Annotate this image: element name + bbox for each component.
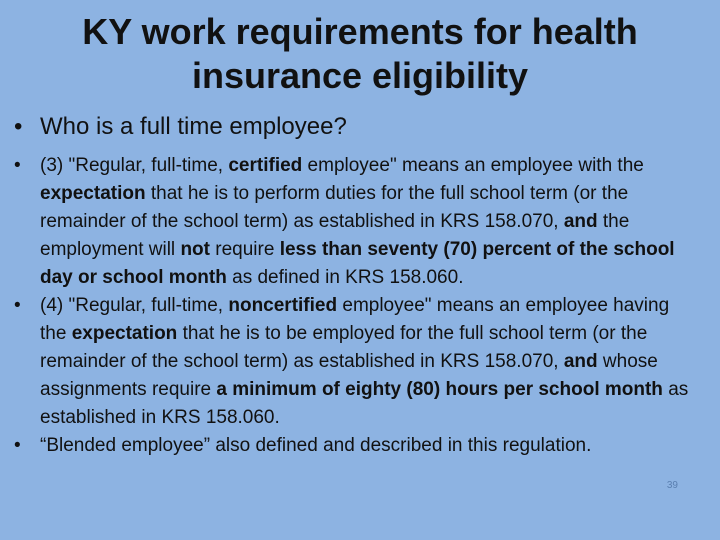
bold-run: expectation — [40, 183, 146, 204]
text-run: employee" means an employee having the — [40, 295, 670, 344]
bullet-list — [14, 112, 698, 460]
bold-run: expectation — [71, 323, 178, 344]
text-run: that he is to perform duties for the full school term (or the remainder of the school term) as established in KRS 158.070, — [40, 183, 629, 232]
bullet-icon: • — [14, 435, 21, 456]
bullet-icon: • — [14, 155, 21, 176]
bullet-text — [40, 295, 688, 428]
bullet-noncertified-employee — [14, 292, 698, 432]
page-number: 39 — [666, 480, 678, 491]
text-run: (3) "Regular, full-time, — [40, 155, 229, 176]
text-run: that he is to be employed for the full school term (or the remainder of the school term) as established in KRS 158.070, — [40, 323, 648, 372]
text-run: as established in KRS 158.060. — [40, 379, 689, 428]
text-run: as defined in KRS 158.060. — [226, 267, 464, 288]
text-run: the employment will — [40, 211, 630, 260]
bullet-icon: • — [14, 295, 21, 316]
bold-run: a minimum of eighty (80) hours per school month — [216, 379, 663, 400]
bullet-text: “Blended employee” also defined and described in this regulation. — [40, 435, 592, 456]
text-run: employee" means an employee with the — [302, 155, 644, 176]
bold-run: not — [180, 239, 210, 260]
bullet-blended-employee — [14, 432, 698, 460]
bold-run: less than seventy (70) percent of the school day or school month — [40, 239, 675, 288]
bullet-question — [14, 112, 698, 142]
bullet-text: Who is a full time employee? — [40, 113, 347, 140]
text-run: (4) "Regular, full-time, — [40, 295, 229, 316]
bold-run: and — [563, 351, 598, 372]
bold-run: noncertified — [228, 295, 338, 316]
bold-run: certified — [228, 155, 303, 176]
bullet-certified-employee — [14, 152, 698, 292]
text-run: whose assignments require — [40, 351, 658, 400]
slide-title: KY work requirements for health insurance eligibility — [82, 11, 638, 96]
bullet-text — [40, 155, 675, 288]
bullet-icon: • — [14, 113, 23, 140]
bold-run: and — [563, 211, 598, 232]
text-run: require — [209, 239, 280, 260]
